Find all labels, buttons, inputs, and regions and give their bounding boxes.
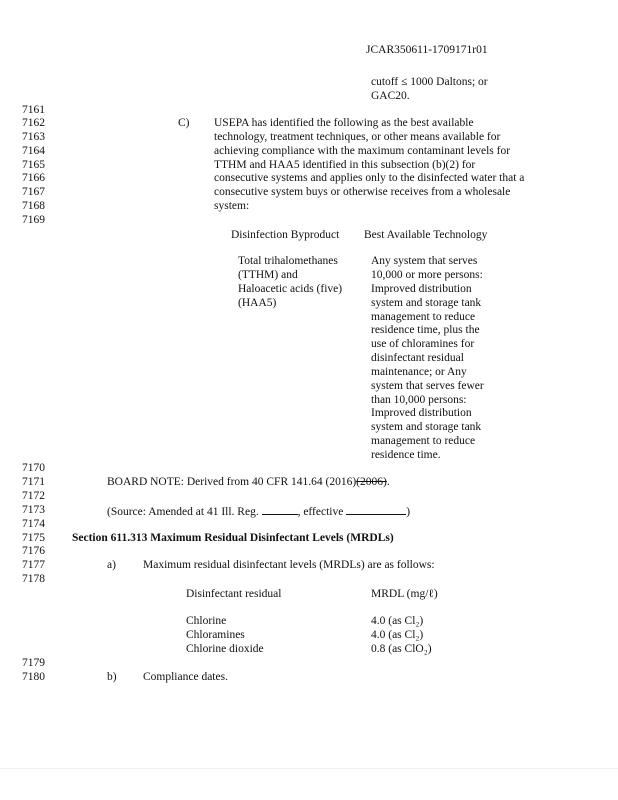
bat-technology-line: residence time. bbox=[371, 449, 441, 461]
bat-byproduct-line: Haloacetic acids (five) bbox=[238, 283, 343, 295]
register-blank bbox=[262, 504, 298, 515]
line-number: 7161 bbox=[22, 104, 45, 116]
para-b-text: Compliance dates. bbox=[143, 671, 228, 683]
line-number: 7171 bbox=[22, 476, 45, 488]
line-number: 7176 bbox=[22, 545, 45, 557]
line-number: 7163 bbox=[22, 131, 45, 143]
bat-technology-line: management to reduce bbox=[371, 435, 476, 447]
bat-technology-line: residence time, plus the bbox=[371, 324, 480, 336]
line-number: 7178 bbox=[22, 573, 45, 585]
mrdl-row-name: Chlorine bbox=[186, 615, 227, 627]
line-number: 7172 bbox=[22, 490, 45, 502]
effective-date-blank bbox=[346, 504, 406, 515]
document-code: JCAR350611-1709171r01 bbox=[366, 44, 488, 56]
mrdl-row-name: Chloramines bbox=[186, 629, 245, 641]
mrdl-col2-header: MRDL (mg/ℓ) bbox=[371, 588, 438, 600]
bat-col1-header: Disinfection Byproduct bbox=[231, 229, 340, 241]
bat-technology-line: system that serves fewer bbox=[371, 380, 484, 392]
struck-citation-year: (2006) bbox=[356, 476, 387, 488]
mrdl-row-value: 0.8 (as ClO₂) bbox=[371, 643, 432, 655]
bat-technology-line: Any system that serves bbox=[371, 255, 478, 267]
bat-technology-line: system and storage tank bbox=[371, 297, 482, 309]
para-a-text: Maximum residual disinfectant levels (MRDLs) are as follows: bbox=[143, 559, 435, 571]
line-number: 7166 bbox=[22, 172, 45, 184]
para-c-line: TTHM and HAA5 identified in this subsection (b)(2) for bbox=[214, 159, 476, 171]
bat-col2-header: Best Available Technology bbox=[364, 229, 488, 241]
para-c-line: achieving compliance with the maximum contaminant levels for bbox=[214, 145, 511, 157]
continuation-line-1: cutoff ≤ 1000 Daltons; or bbox=[371, 76, 488, 88]
bat-technology-line: than 10,000 persons: bbox=[371, 394, 467, 406]
line-number: 7168 bbox=[22, 200, 45, 212]
bat-technology-line: system and storage tank bbox=[371, 421, 482, 433]
line-number: 7162 bbox=[22, 117, 45, 129]
bat-byproduct-line: (HAA5) bbox=[238, 297, 277, 309]
para-c-line: consecutive systems and applies only to the disinfected water that a bbox=[214, 172, 525, 184]
source-note bbox=[107, 504, 410, 519]
line-number: 7169 bbox=[22, 214, 45, 226]
continuation-line-2: GAC20. bbox=[371, 90, 410, 102]
bat-technology-line: maintenance; or Any bbox=[371, 366, 467, 378]
source-note-effective: , effective bbox=[297, 506, 347, 518]
section-heading: Section 611.313 Maximum Residual Disinfectant Levels (MRDLs) bbox=[72, 532, 394, 544]
line-number: 7174 bbox=[22, 518, 45, 530]
line-number: 7170 bbox=[22, 462, 45, 474]
para-b-marker: b) bbox=[107, 671, 117, 683]
bat-byproduct-line: Total trihalomethanes bbox=[238, 255, 338, 267]
line-number: 7164 bbox=[22, 145, 45, 157]
bat-technology-line: disinfectant residual bbox=[371, 352, 464, 364]
line-number: 7179 bbox=[22, 657, 45, 669]
line-number: 7175 bbox=[22, 532, 45, 544]
line-number: 7167 bbox=[22, 186, 45, 198]
para-c-line: technology, treatment techniques, or other means available for bbox=[214, 131, 501, 143]
bat-byproduct-line: (TTHM) and bbox=[238, 269, 298, 281]
bat-technology-line: management to reduce bbox=[371, 311, 476, 323]
page-bottom-divider bbox=[0, 768, 618, 769]
mrdl-col1-header: Disinfectant residual bbox=[186, 588, 282, 600]
mrdl-row-value: 4.0 (as Cl₂) bbox=[371, 615, 424, 627]
bat-technology-line: use of chloramines for bbox=[371, 338, 475, 350]
board-note bbox=[107, 476, 390, 489]
board-note-suffix: . bbox=[386, 476, 390, 488]
para-a-marker: a) bbox=[107, 559, 116, 571]
para-c-line: consecutive system buys or otherwise receives from a wholesale bbox=[214, 186, 511, 198]
line-number: 7177 bbox=[22, 559, 45, 571]
bat-technology-line: Improved distribution bbox=[371, 283, 472, 295]
para-c-marker: C) bbox=[178, 117, 190, 129]
line-number: 7180 bbox=[22, 671, 45, 683]
para-c-line: USEPA has identified the following as the best available bbox=[214, 117, 474, 129]
bat-technology-line: Improved distribution bbox=[371, 407, 472, 419]
mrdl-row-value: 4.0 (as Cl₂) bbox=[371, 629, 424, 641]
source-note-prefix: (Source: Amended at 41 Ill. Reg. bbox=[107, 506, 262, 518]
mrdl-row-name: Chlorine dioxide bbox=[186, 643, 264, 655]
line-number: 7165 bbox=[22, 159, 45, 171]
para-c-line: system: bbox=[214, 200, 250, 212]
source-note-close: ) bbox=[406, 506, 411, 518]
board-note-text: BOARD NOTE: Derived from 40 CFR 141.64 (2016) bbox=[107, 476, 357, 488]
line-number: 7173 bbox=[22, 504, 45, 516]
bat-technology-line: 10,000 or more persons: bbox=[371, 269, 483, 281]
